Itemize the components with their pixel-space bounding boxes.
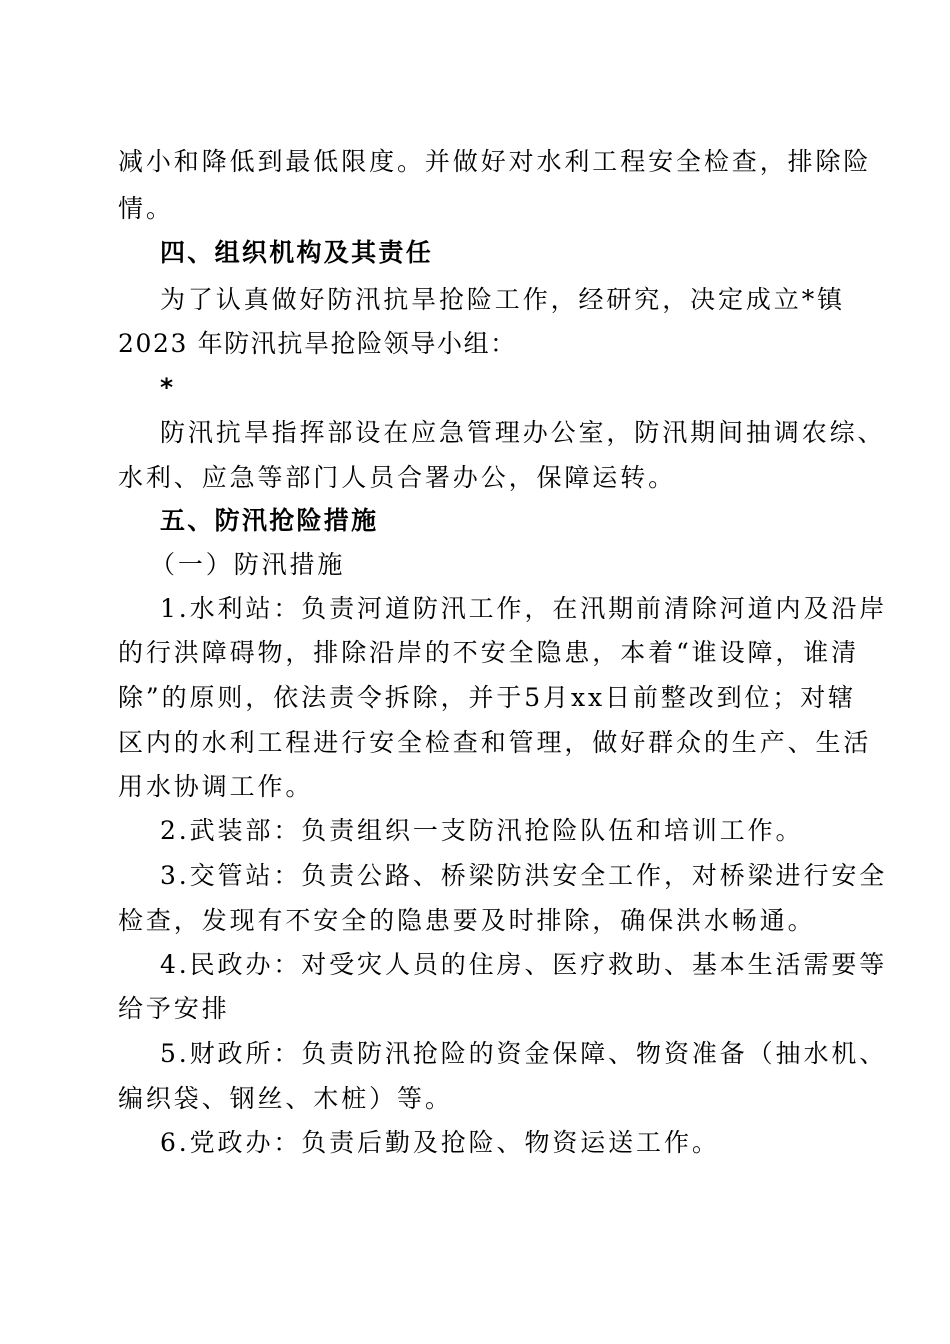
list-item-line: 用水协调工作。 — [118, 772, 314, 801]
list-item-line: 5.财政所：负责防汛抢险的资金保障、物资准备（抽水机、 — [160, 1039, 888, 1068]
subsection-heading-1: （一）防汛措施 — [150, 550, 346, 579]
list-item-line: 6.党政办：负责后勤及抢险、物资运送工作。 — [160, 1128, 720, 1157]
list-item-line: 给予安排 — [118, 994, 230, 1023]
paragraph-line: 2023 年防汛抗旱抢险领导小组： — [118, 329, 517, 358]
paragraph-line: 水利、应急等部门人员合署办公，保障运转。 — [118, 463, 677, 492]
paragraph-line: 减小和降低到最低限度。并做好对水利工程安全检查，排除险 — [118, 147, 872, 176]
list-item-line: 的行洪障碍物，排除沿岸的不安全隐患，本着“谁设障，谁清 — [118, 638, 860, 667]
list-item-line: 2.武装部：负责组织一支防汛抢险队伍和培训工作。 — [160, 816, 804, 845]
list-item-line: 1.水利站：负责河道防汛工作，在汛期前清除河道内及沿岸 — [160, 594, 888, 623]
section-heading-4: 四、组织机构及其责任 — [160, 238, 434, 267]
list-item-line: 4.民政办：对受灾人员的住房、医疗救助、基本生活需要等 — [160, 950, 888, 979]
list-item-line: 3.交管站：负责公路、桥梁防洪安全工作，对桥梁进行安全 — [160, 861, 888, 890]
paragraph-line: 防汛抗旱指挥部设在应急管理办公室，防汛期间抽调农综、 — [160, 418, 886, 447]
list-item-line: 编织袋、钢丝、木桩）等。 — [118, 1084, 453, 1113]
section-heading-5: 五、防汛抢险措施 — [160, 506, 379, 535]
list-item-line: 除”的原则，依法责令拆除，并于5月xx日前整改到位；对辖 — [118, 683, 857, 712]
placeholder-star: * — [160, 373, 176, 402]
paragraph-line: 为了认真做好防汛抗旱抢险工作，经研究，决定成立*镇 — [160, 285, 846, 314]
list-item-line: 区内的水利工程进行安全检查和管理，做好群众的生产、生活 — [118, 728, 872, 757]
paragraph-line: 情。 — [118, 194, 174, 223]
list-item-line: 检查，发现有不安全的隐患要及时排除，确保洪水畅通。 — [118, 906, 816, 935]
